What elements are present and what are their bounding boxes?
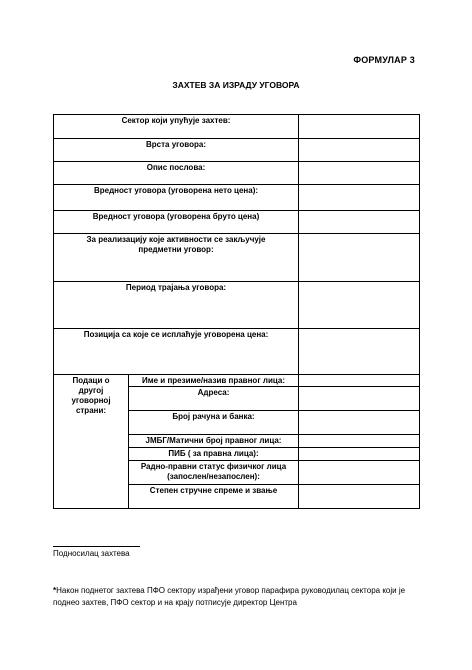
value-tax-id[interactable]: [299, 448, 420, 461]
footnote-star: *: [53, 586, 57, 595]
label-address: Адреса:: [129, 387, 299, 411]
value-duration[interactable]: [299, 282, 420, 329]
table-row: [54, 375, 420, 387]
label-gross-value: Вредност уговора (уговорена бруто цена): [54, 211, 299, 234]
request-table: [53, 114, 420, 509]
footnote-text: Након поднетог захтева ПФО сектору израђени уговор парафира руководилац сектора који је поднео захтев, ПФО сектор и на крају потписује директор Центра: [53, 586, 406, 607]
table-row: [54, 115, 420, 139]
value-sector[interactable]: [299, 115, 420, 139]
value-address[interactable]: [299, 387, 420, 411]
label-duration: Период трајања уговора:: [54, 282, 299, 329]
table-row: [54, 211, 420, 234]
signature-line: [53, 546, 140, 547]
label-job-description: Опис послова:: [54, 162, 299, 185]
table-row: [54, 162, 420, 185]
form-number: ФОРМУЛАР 3: [353, 55, 415, 65]
value-employment-status[interactable]: [299, 461, 420, 485]
label-other-party: Подаци о другој уговорној страни:: [54, 375, 129, 509]
label-activity: За реализацију које активности се закључује предметни уговор:: [54, 234, 299, 282]
value-gross-value[interactable]: [299, 211, 420, 234]
label-payment-position: Позиција са које се исплаћује уговорена цена:: [54, 329, 299, 375]
value-job-description[interactable]: [299, 162, 420, 185]
label-net-value: Вредност уговора (уговорена нето цена):: [54, 185, 299, 211]
label-contract-type: Врста уговора:: [54, 139, 299, 162]
table-row: [54, 329, 420, 375]
label-id-number: ЈМБГ/Матични број правног лица:: [129, 435, 299, 448]
document-title: ЗАХТЕВ ЗА ИЗРАДУ УГОВОРА: [172, 80, 300, 90]
value-education[interactable]: [299, 485, 420, 509]
label-education: Степен стручне спреме и звање: [129, 485, 299, 509]
value-payment-position[interactable]: [299, 329, 420, 375]
table-row: [54, 185, 420, 211]
label-tax-id: ПИБ ( за правна лица):: [129, 448, 299, 461]
value-activity[interactable]: [299, 234, 420, 282]
label-sector: Сектор који упућује захтев:: [54, 115, 299, 139]
table-row: [54, 234, 420, 282]
label-bank-account: Број рачуна и банка:: [129, 411, 299, 435]
value-net-value[interactable]: [299, 185, 420, 211]
table-row: [54, 139, 420, 162]
label-employment-status: Радно-правни статус физичког лица (запослен/незапослен):: [129, 461, 299, 485]
table-row: [54, 282, 420, 329]
footnote: [53, 585, 423, 609]
value-name[interactable]: [299, 375, 420, 387]
label-name: Име и презиме/назив правног лица:: [129, 375, 299, 387]
value-contract-type[interactable]: [299, 139, 420, 162]
value-id-number[interactable]: [299, 435, 420, 448]
value-bank-account[interactable]: [299, 411, 420, 435]
signature-label: Подносилац захтева: [53, 549, 130, 558]
